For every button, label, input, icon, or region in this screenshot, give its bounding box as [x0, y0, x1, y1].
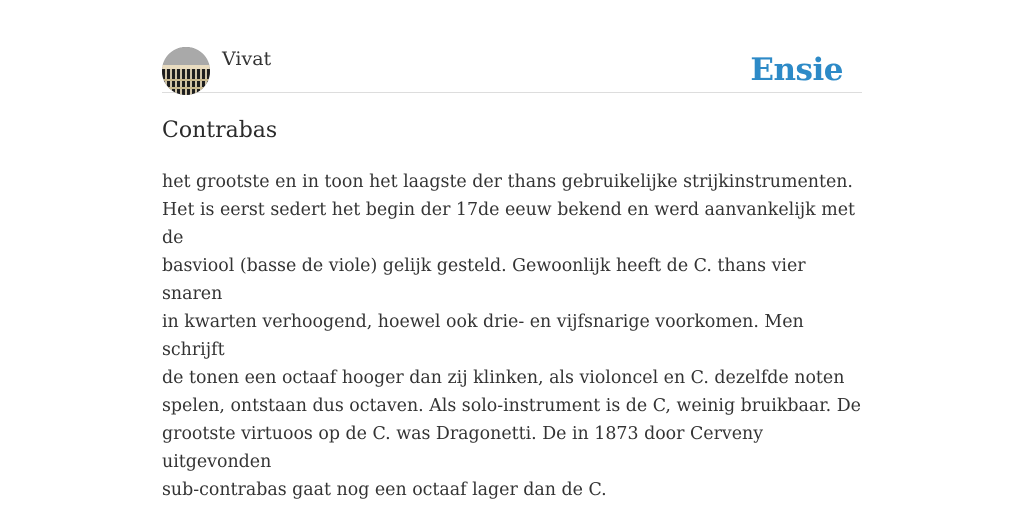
article-header: [162, 46, 862, 93]
article-body: het grootste en in toon het laagste der thans gebruikelijke strijkinstrumenten. Het is eerst sedert het begin der 17de eeuw bekend en werd aanvankelijk met de basviool (basse de viole) gelijk gesteld. Gewoonlijk heeft de C. thans vier snaren in kwarten verhoogend, hoewel ook drie- en vijfsnarige voorkomen. Men schrijft de tonen een octaaf hooger dan zij klinken, als violoncel en C. dezelfde noten spelen, ontstaan dus octaven. Als solo-instrument is de C, weinig bruikbaar. De grootste virtuoos op de C. was Dragonetti. De in 1873 door Cerveny uitgevonden sub-contrabas gaat nog een octaaf lager dan de C.: [162, 172, 861, 500]
article-title: Contrabas: [162, 118, 278, 143]
source-name-link[interactable]: Vivat: [222, 48, 272, 70]
article-page: [162, 0, 862, 512]
avatar[interactable]: [162, 47, 210, 95]
brand-logo-link[interactable]: Ensie: [750, 52, 843, 88]
book-spines-icon: [162, 47, 210, 95]
